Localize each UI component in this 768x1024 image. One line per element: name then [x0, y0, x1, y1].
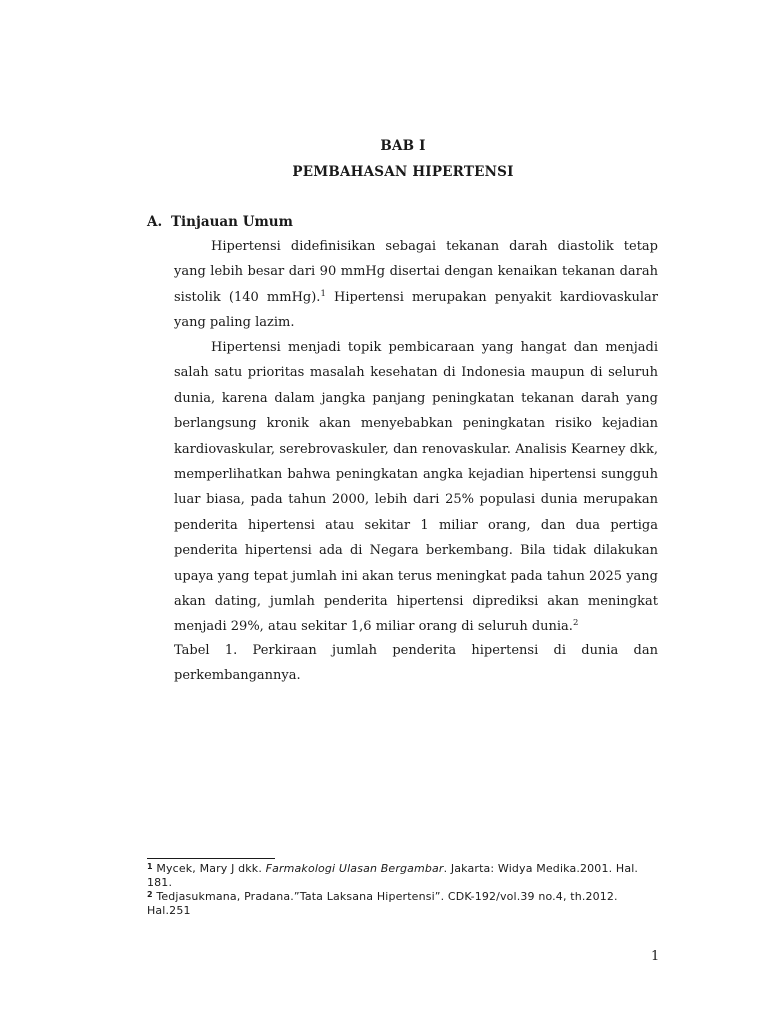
- section-letter: A.: [147, 214, 163, 230]
- footnote-separator: [147, 858, 275, 859]
- footnote-book-title: Farmakologi Ulasan Bergambar: [265, 862, 444, 875]
- paragraph-definition: [174, 234, 658, 336]
- footnote-text: Tedjasukmana, Pradana.”Tata Laksana Hipertensi”. CDK-192/vol.39 no.4, th.2012. Hal.251: [147, 890, 618, 917]
- chapter-title: PEMBAHASAN HIPERTENSI: [292, 164, 514, 180]
- footnote-authors: Mycek, Mary J dkk.: [152, 862, 266, 875]
- section-title: Tinjauan Umum: [171, 214, 293, 230]
- footnote-1: [147, 862, 647, 890]
- footnote-2: [147, 890, 647, 918]
- paragraph-text: Hipertensi didefinisikan sebagai tekanan darah diastolik tetap yang lebih besar dari 90 mmHg disertai dengan kenaikan tekanan darah sistolik (140 mmHg).: [174, 239, 658, 305]
- footnote-mark: 2: [147, 890, 153, 899]
- footnote-reference: 2: [572, 618, 579, 629]
- table-caption: Tabel 1. Perkiraan jumlah penderita hipertensi di dunia dan perkembangannya.: [174, 643, 658, 684]
- footnote-reference: 1: [320, 288, 326, 299]
- footnote-mark: 1: [147, 862, 153, 871]
- footnote-publication: . Jakarta: Widya Medika.2001. Hal. 181.: [147, 862, 639, 889]
- section-heading: [147, 214, 293, 230]
- page-number: 1: [651, 949, 660, 964]
- paragraph-prevalence: [174, 335, 658, 640]
- footnotes: [147, 862, 647, 918]
- chapter-number: BAB I: [380, 138, 426, 154]
- paragraph-text: Hipertensi menjadi topik pembicaraan yang hangat dan menjadi salah satu prioritas masalah kesehatan di Indonesia maupun di seluruh dunia, karena dalam jangka panjang peningkatan tekanan darah yang berlangsung kronik akan menyebabkan peningkatan risiko kejadian kardiovaskular, serebrovaskuler, dan renovaskular. Analisis Kearney dkk, memperlihatkan bahwa peningkatan angka kejadian hipertensi sungguh luar biasa, pada tahun 2000, lebih dari 25% populasi dunia merupakan penderita hipertensi atau sekitar 1 miliar orang, dan dua pertiga penderita hipertensi ada di Negara berkembang. Bila tidak dilakukan upaya yang tepat jumlah ini akan terus meningkat pada tahun 2025 yang akan dating, jumlah penderita hipertensi diprediksi akan meningkat menjadi 29%, atau sekitar 1,6 miliar orang di seluruh dunia.: [174, 340, 658, 635]
- paragraph-text: Hipertensi merupakan penyakit kardiovaskular yang paling lazim.: [174, 289, 658, 331]
